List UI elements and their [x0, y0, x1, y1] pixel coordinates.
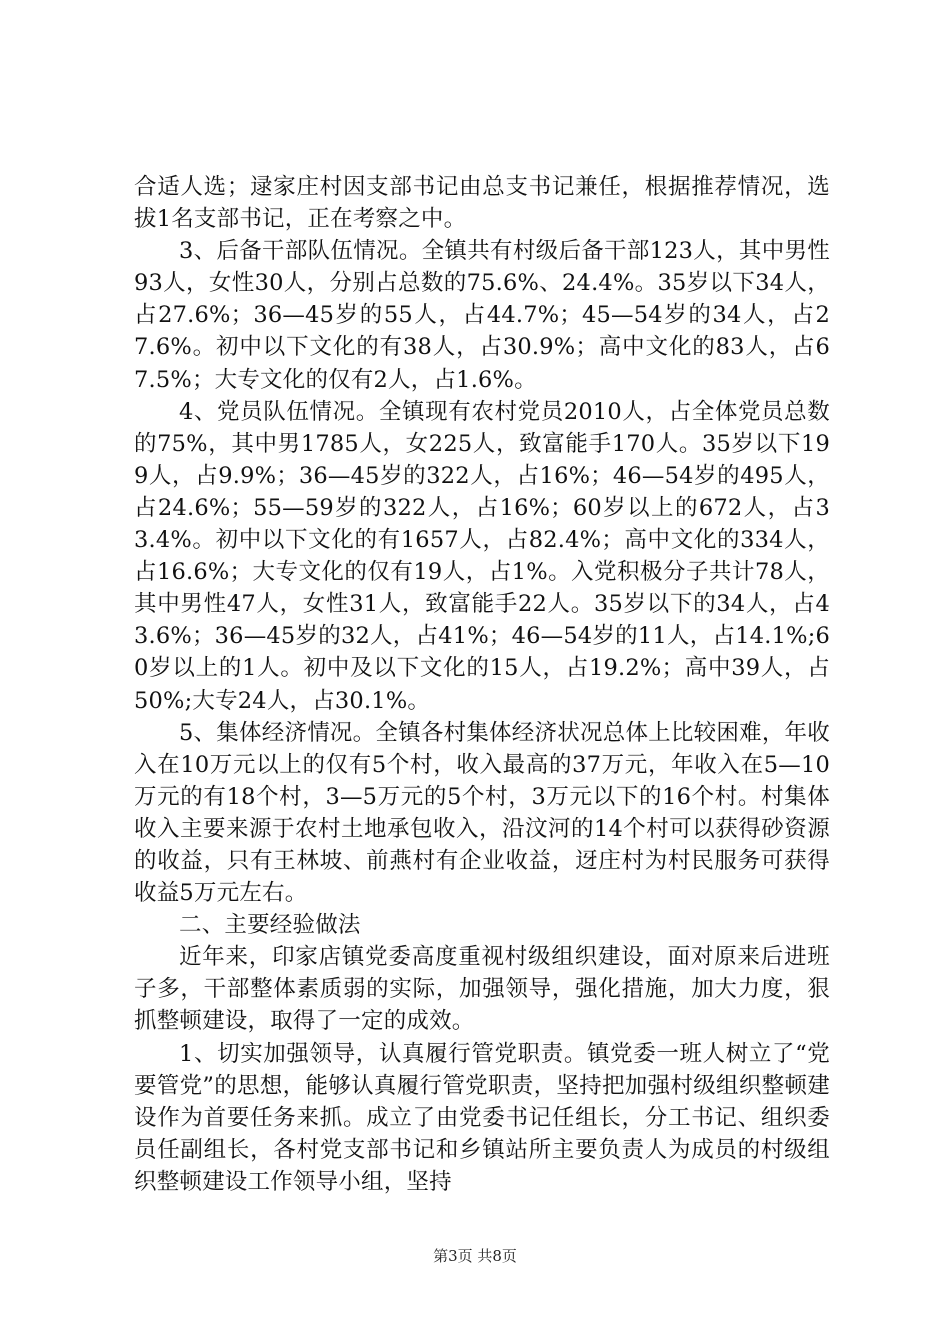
paragraph-intro: 近年来，印家店镇党委高度重视村级组织建设，面对原来后进班子多，干部整体素质弱的实际，加强领导，强化措施，加大力度，狠抓整顿建设，取得了一定的成效。 [134, 944, 830, 1035]
paragraph-reserve-cadres: 3、后备干部队伍情况。全镇共有村级后备干部123人，其中男性93人，女性30人，分别占总数的75.6%、24.4%。35岁以下34人，占27.6%；36—45岁的55人，占44.7%；45—54岁的34人，占27.6%。初中以下文化的有38人，占30.9%；高中文化的83人，占67.5%；大专文化的仅有2人，占1.6%。 [134, 238, 830, 393]
paragraph-leadership: 1、切实加强领导，认真履行管党职责。镇党委一班人树立了“党要管党”的思想，能够认真履行管党职责，坚持把加强村级组织整顿建设作为首要任务来抓。成立了由党委书记任组长，分工书记、组织委员任副组长，各村党支部书记和乡镇站所主要负责人为成员的村级组织整顿建设工作领导小组，坚持 [134, 1040, 830, 1195]
paragraph-party-members: 4、党员队伍情况。全镇现有农村党员2010人，占全体党员总数的75%，其中男1785人，女225人，致富能手170人。35岁以下199人，占9.9%；36—45岁的322人，占16%；46—54岁的495人，占24.6%；55—59岁的322人，占16%；60岁以上的672人，占33.4%。初中以下文化的有1657人，占82.4%；高中文化的334人，占16.6%；大专文化的仅有19人，占1%。入党积极分子共计78人，其中男性47人，女性31人，致富能手22人。35岁以下的34人，占43.6%；36—45岁的32人，占41%；46—54岁的11人，占14.1%;60岁以上的1人。初中及以下文化的15人，占19.2%；高中39人，占50%;大专24人，占30.1%。 [134, 398, 830, 714]
paragraph-continuation: 合适人选；逯家庄村因支部书记由总支书记兼任，根据推荐情况，选拔1名支部书记，正在考察之中。 [134, 174, 830, 233]
section-heading-experience: 二、主要经验做法 [179, 912, 361, 939]
document-body [134, 171, 830, 1198]
page-footer [0, 1246, 950, 1266]
page-number-label: 第3页 共8页 [433, 1247, 517, 1265]
paragraph-collective-economy: 5、集体经济情况。全镇各村集体经济状况总体上比较困难，年收入在10万元以上的仅有5个村，收入最高的37万元，年收入在5—10万元的有18个村，3—5万元的5个村，3万元以下的16个村。村集体收入主要来源于农村土地承包收入，沿汶河的14个村可以获得砂资源的收益，只有王林坡、前燕村有企业收益，迓庄村为村民服务可获得收益5万元左右。 [134, 719, 830, 907]
